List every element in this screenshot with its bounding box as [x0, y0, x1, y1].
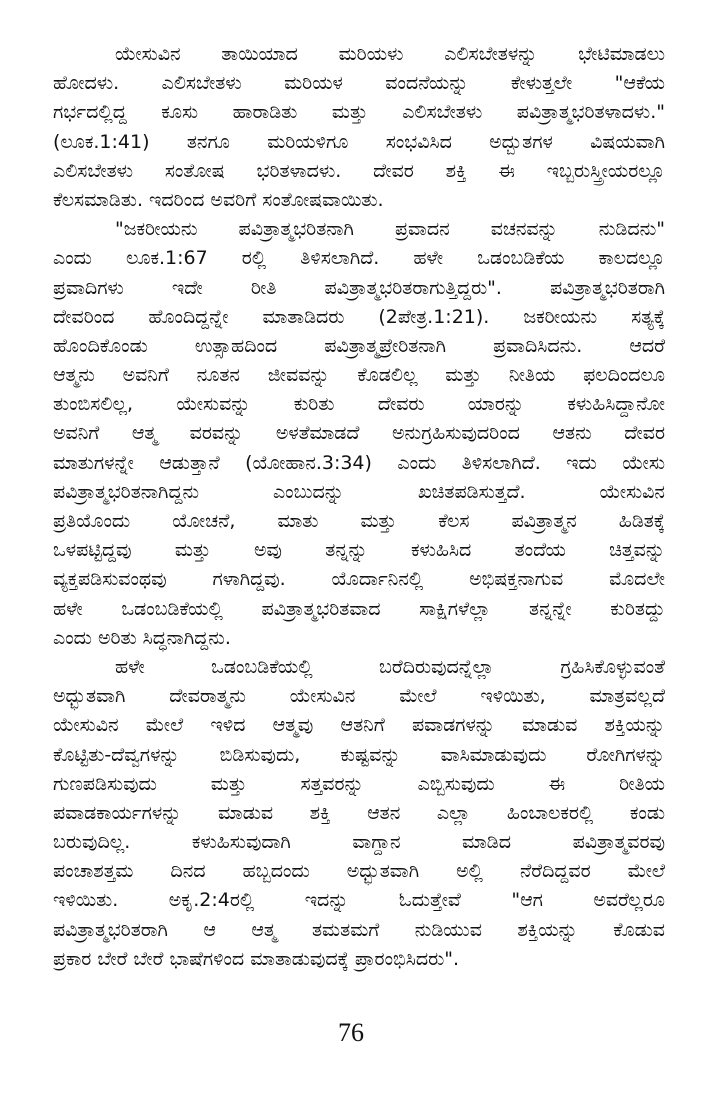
body-text [53, 40, 665, 974]
text-line: ಅವನಿಗೆ ಆತ್ಮ ವರವನ್ನು ಅಳತೆಮಾಡದೆ ಅನುಗ್ರಹಿಸುವುದರಿಂದ ಆತನು ದೇವರ [53, 422, 665, 445]
text-line: ಕೆಲಸಮಾಡಿತು. ಇದರಿಂದ ಅವರಿಗೆ ಸಂತೋಷವಾಯಿತು. [53, 188, 384, 211]
text-line: ಗರ್ಭದಲ್ಲಿದ್ದ ಕೂಸು ಹಾರಾಡಿತು ಮತ್ತು ಎಲಿಸಬೇತಳು ಪವಿತ್ರಾತ್ಮಭರಿತಳಾದಳು." [53, 101, 665, 124]
text-line: ಮಾತುಗಳನ್ನೇ ಆಡುತ್ತಾನೆ (ಯೋಹಾನ.3:34) ಎಂದು ತಿಳಿಸಲಾಗಿದೆ. ಇದು ಯೇಸು [53, 451, 665, 474]
text-line: ಅಧ್ಭುತವಾಗಿ ದೇವರಾತ್ಮನು ಯೇಸುವಿನ ಮೇಲೆ ಇಳಿಯಿತು, ಮಾತ್ರವಲ್ಲದೆ [53, 685, 665, 708]
paragraph [53, 653, 665, 974]
text-line: ಎಂದು ಲೂಕ.1:67 ರಲ್ಲಿ ತಿಳಿಸಲಾಗಿದೆ. ಹಳೇ ಒಡಂಬಡಿಕೆಯ ಕಾಲದಲ್ಲೂ [53, 247, 665, 270]
text-line: ಹೊಂದಿಕೊಂಡು ಉತ್ಸಾಹದಿಂದ ಪವಿತ್ರಾತ್ಮಪ್ರೇರಿತನಾಗಿ ಪ್ರವಾದಿಸಿದನು. ಆದರೆ [53, 334, 665, 357]
text-line: ಪ್ರತಿಯೊಂದು ಯೋಚನೆ, ಮಾತು ಮತ್ತು ಕೆಲಸ ಪವಿತ್ರಾತ್ಮನ ಹಿಡಿತಕ್ಕೆ [53, 510, 665, 532]
text-line: ಪವಿತ್ರಾತ್ಮಭರಿತರಾಗಿ ಆ ಆತ್ಮ ತಮತಮಗೆ ನುಡಿಯುವ ಶಕ್ತಿಯನ್ನು ಕೊಡುವ [53, 918, 665, 941]
text-line: ಗುಣಪಡಿಸುವುದು ಮತ್ತು ಸತ್ತವರನ್ನು ಎಬ್ಬಿಸುವುದು ಈ ರೀತಿಯ [53, 772, 665, 795]
text-line: ಎಲಿಸಬೇತಳು ಸಂತೋಷ ಭರಿತಳಾದಳು. ದೇವರ ಶಕ್ತಿ ಈ ಇಬ್ಬರುಸ್ತ್ರೀಯರಲ್ಲೂ [53, 159, 665, 182]
text-line: ಪವಿತ್ರಾತ್ಮಭರಿತನಾಗಿದ್ದನು ಎಂಬುದನ್ನು ಖಚಿತಪಡಿಸುತ್ತದೆ. ಯೇಸುವಿನ [53, 480, 665, 503]
text-line: ಆತ್ಮನು ಅವನಿಗೆ ನೂತನ ಜೀವವನ್ನು ಕೊಡಲಿಲ್ಲ ಮತ್ತು ನೀತಿಯ ಫಲದಿಂದಲೂ [53, 364, 665, 387]
text-line: ಹಳೇ ಒಡಂಬಡಿಕೆಯಲ್ಲಿ ಬರೆದಿರುವುದನ್ನೆಲ್ಲಾ ಗ್ರಹಿಸಿಕೊಳ್ಳುವಂತೆ [115, 655, 665, 678]
text-line: ಪ್ರಕಾರ ಬೇರೆ ಬೇರೆ ಭಾಷೆಗಳಿಂದ ಮಾತಾಡುವುದಕ್ಕೆ ಪ್ರಾರಂಭಿಸಿದರು". [53, 947, 460, 970]
text-line: ದೇವರಿಂದ ಹೊಂದಿದ್ದನ್ನೇ ಮಾತಾಡಿದರು (2ಪೇತ್ರ.1:21). ಜಕರೀಯನು ಸತ್ಯಕ್ಕೆ [53, 305, 665, 328]
text-line: ಯೇಸುವಿನ ತಾಯಿಯಾದ ಮರಿಯಳು ಎಲಿಸಬೇತಳನ್ನು ಭೇಟಿಮಾಡಲು [115, 43, 665, 65]
text-line: ಬರುವುದಿಲ್ಲ. ಕಳುಹಿಸುವುದಾಗಿ ವಾಗ್ದಾನ ಮಾಡಿದ ಪವಿತ್ರಾತ್ಮವರವು [53, 831, 665, 854]
text-line: ಪಂಚಾಶತ್ತಮ ದಿನದ ಹಬ್ಬದಂದು ಅಧ್ಭುತವಾಗಿ ಅಲ್ಲಿ ನೆರೆದಿದ್ದವರ ಮೇಲೆ [53, 860, 665, 883]
text-line: ಹಳೇ ಒಡಂಬಡಿಕೆಯಲ್ಲಿ ಪವಿತ್ರಾತ್ಮಭರಿತವಾದ ಸಾಕ್ಷಿಗಳೆಲ್ಲಾ ತನ್ನನ್ನೇ ಕುರಿತದ್ದು [53, 597, 665, 620]
text-line: ಎಂದು ಅರಿತು ಸಿದ್ಧನಾಗಿದ್ದನು. [53, 626, 231, 649]
text-line: ಕೊಟ್ಟಿತು-ದೆವ್ವಗಳನ್ನು ಬಿಡಿಸುವುದು, ಕುಷ್ಟವನ್ನು ವಾಸಿಮಾಡುವುದು ರೋಗಿಗಳನ್ನು [53, 743, 665, 766]
text-line: ಒಳಪಟ್ಟಿದ್ದವು ಮತ್ತು ಅವು ತನ್ನನ್ನು ಕಳುಹಿಸಿದ ತಂದೆಯ ಚಿತ್ತವನ್ನು [53, 539, 665, 562]
text-line: (ಲೂಕ.1:41) ತನಗೂ ಮರಿಯಳಿಗೂ ಸಂಭವಿಸಿದ ಅದ್ಬುತಗಳ ವಿಷಯವಾಗಿ [53, 130, 665, 153]
page-number: 76 [338, 1018, 364, 1047]
paragraph [53, 215, 665, 653]
text-line: ವ್ಯಕ್ತಪಡಿಸುವಂಥವು ಗಳಾಗಿದ್ದವು. ಯೊರ್ದಾನಿನಲ್ಲಿ ಅಭಿಷಕ್ತನಾಗುವ ಮೊದಲೇ [53, 568, 665, 591]
text-line: ಹೋದಳು. ಎಲಿಸಬೇತಳು ಮರಿಯಳ ವಂದನೆಯನ್ನು ಕೇಳುತ್ತಲೇ "ಆಕೆಯ [53, 72, 665, 95]
paragraph [53, 40, 665, 215]
text-line: ಪ್ರವಾದಿಗಳು ಇದೇ ರೀತಿ ಪವಿತ್ರಾತ್ಮಭರಿತರಾಗುತ್ತಿದ್ದರು". ಪವಿತ್ರಾತ್ಮಭರಿತರಾಗಿ [53, 276, 665, 299]
text-line: ಇಳಿಯಿತು. ಅಕೃ.2:4ರಲ್ಲಿ ಇದನ್ನು ಓದುತ್ತೇವೆ "ಆಗ ಅವರೆಲ್ಲರೂ [53, 889, 665, 912]
text-line: "ಜಕರೀಯನು ಪವಿತ್ರಾತ್ಮಭರಿತನಾಗಿ ಪ್ರವಾದನ ವಚನವನ್ನು ನುಡಿದನು" [115, 218, 665, 241]
text-line: ತುಂಬಿಸಲಿಲ್ಲ, ಯೇಸುವನ್ನು ಕುರಿತು ದೇವರು ಯಾರನ್ನು ಕಳುಹಿಸಿದ್ದಾನೋ [53, 393, 665, 416]
text-line: ಯೇಸುವಿನ ಮೇಲೆ ಇಳಿದ ಆತ್ಮವು ಆತನಿಗೆ ಪವಾಡಗಳನ್ನು ಮಾಡುವ ಶಕ್ತಿಯನ್ನು [53, 714, 665, 737]
text-line: ಪವಾಡಕಾರ್ಯಗಳನ್ನು ಮಾಡುವ ಶಕ್ತಿ ಆತನ ಎಲ್ಲಾ ಹಿಂಬಾಲಕರಲ್ಲಿ ಕಂಡು [53, 801, 665, 824]
